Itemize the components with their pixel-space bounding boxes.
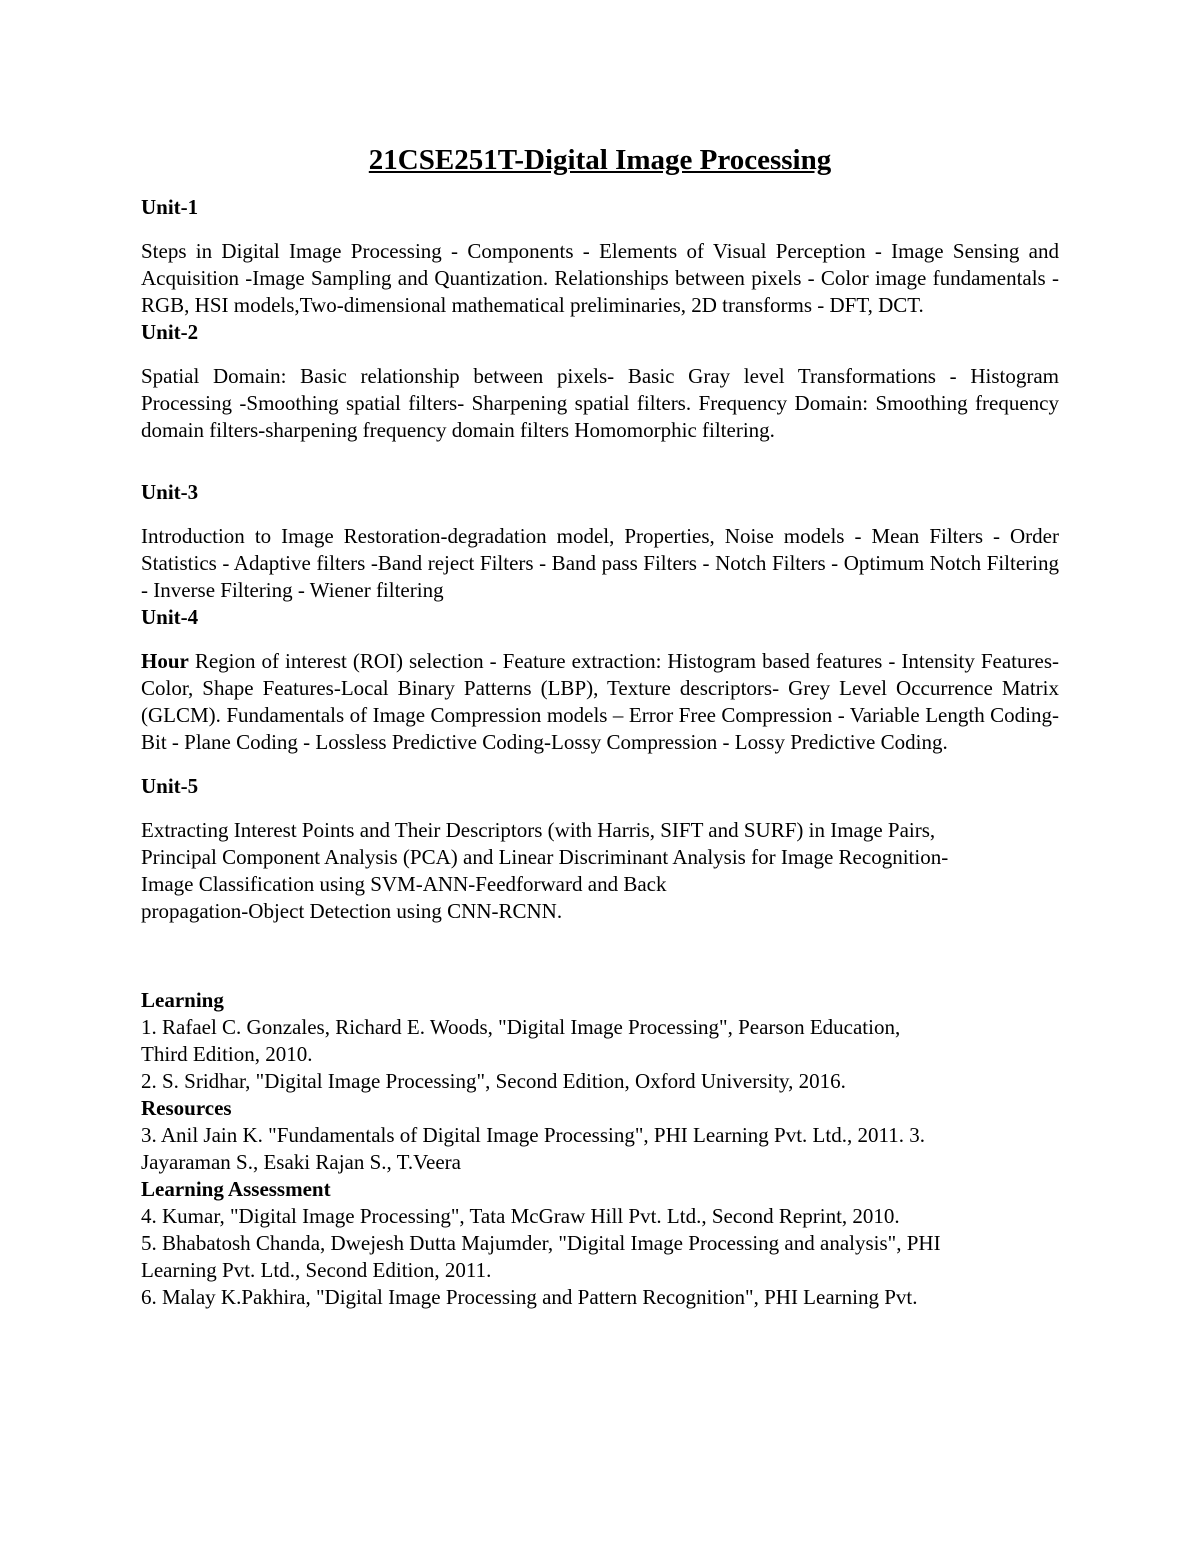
page-title: 21CSE251T-Digital Image Processing xyxy=(368,144,832,176)
section-spacer xyxy=(141,444,1059,479)
reference-1-line-1: 1. Rafael C. Gonzales, Richard E. Woods, "Digital Image Processing", Pearson Education, xyxy=(141,1015,901,1039)
reference-3-line-1: 3. Anil Jain K. "Fundamentals of Digital Image Processing", PHI Learning Pvt. Ltd., 2011. 3. xyxy=(141,1123,925,1147)
unit-5-heading: Unit-5 xyxy=(141,774,199,798)
unit-1-text: Steps in Digital Image Processing - Components - Elements of Visual Perception - Image Sensing and Acquisition -Image Sampling and Quantization. Relationships between pixels - Color image fundamentals - RGB, HSI models,Two-dimensional mathematical preliminaries, 2D transforms - DFT, DCT. xyxy=(141,239,1059,317)
learning-heading: Learning xyxy=(141,988,224,1012)
unit-4-text: Region of interest (ROI) selection - Feature extraction: Histogram based features - Intensity Features-Color, Shape Features-Local Binary Patterns (LBP), Texture descriptors- Grey Level Occurrence Matrix (GLCM). Fundamentals of Image Compression models – Error Free Compression - Variable Length Coding-Bit - Plane Coding - Lossless Predictive Coding-Lossy Compression - Lossy Predictive Coding. xyxy=(141,649,1059,754)
unit-2-text: Spatial Domain: Basic relationship between pixels- Basic Gray level Transformations - Histogram Processing -Smoothing spatial filters- Sharpening spatial filters. Frequency Domain: Smoothing frequency domain filters-sharpening frequency domain filters Homomorphic filtering. xyxy=(141,364,1059,442)
unit-3-heading: Unit-3 xyxy=(141,480,199,504)
unit-2-heading: Unit-2 xyxy=(141,320,199,344)
unit-3-text: Introduction to Image Restoration-degradation model, Properties, Noise models - Mean Filters - Order Statistics - Adaptive filters -Band reject Filters - Band pass Filters - Notch Filters - Optimum Notch Filtering - Inverse Filtering - Wiener filtering xyxy=(141,524,1059,602)
reference-4: 4. Kumar, "Digital Image Processing", Tata McGraw Hill Pvt. Ltd., Second Reprint, 2010. xyxy=(141,1204,900,1228)
section-spacer xyxy=(141,756,1059,773)
unit-4-lead: Hour xyxy=(141,649,189,673)
reference-5-line-2: Learning Pvt. Ltd., Second Edition, 2011. xyxy=(141,1258,492,1282)
reference-3-line-2: Jayaraman S., Esaki Rajan S., T.Veera xyxy=(141,1150,461,1174)
unit-5-line-1: Extracting Interest Points and Their Descriptors (with Harris, SIFT and SURF) in Image Pairs, xyxy=(141,818,936,842)
unit-5-line-4: propagation-Object Detection using CNN-RCNN. xyxy=(141,899,563,923)
unit-4-heading: Unit-4 xyxy=(141,605,199,629)
section-spacer xyxy=(141,925,1059,987)
reference-6: 6. Malay K.Pakhira, "Digital Image Processing and Pattern Recognition", PHI Learning Pvt. xyxy=(141,1285,918,1309)
reference-2: 2. S. Sridhar, "Digital Image Processing", Second Edition, Oxford University, 2016. xyxy=(141,1069,846,1093)
reference-1-line-2: Third Edition, 2010. xyxy=(141,1042,313,1066)
document-page xyxy=(141,140,1059,1311)
learning-assessment-heading: Learning Assessment xyxy=(141,1177,331,1201)
unit-5-line-3: Image Classification using SVM-ANN-Feedforward and Back xyxy=(141,872,667,896)
unit-5-line-2: Principal Component Analysis (PCA) and Linear Discriminant Analysis for Image Recognition- xyxy=(141,845,949,869)
reference-5-line-1: 5. Bhabatosh Chanda, Dwejesh Dutta Majumder, "Digital Image Processing and analysis", PHI xyxy=(141,1231,941,1255)
unit-4-paragraph xyxy=(141,648,1059,756)
resources-heading: Resources xyxy=(141,1096,232,1120)
unit-1-heading: Unit-1 xyxy=(141,195,199,219)
